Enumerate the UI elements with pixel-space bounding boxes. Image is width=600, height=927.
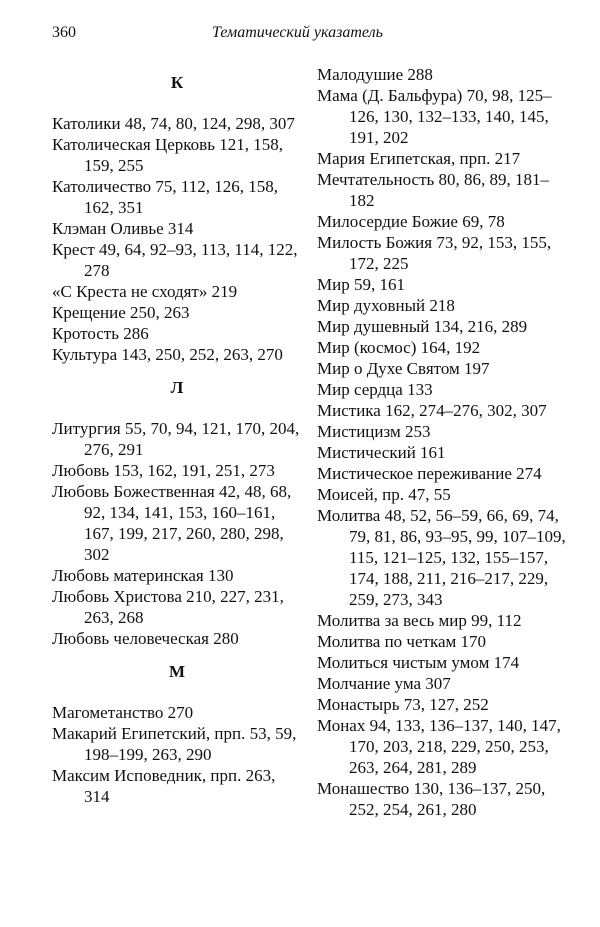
index-entry: Моисей, пр. 47, 55 [317, 485, 451, 504]
index-entry: Мама (Д. Бальфура) 70, 98, 125–126, 130, 132–133, 140, 145, 191, 202 [317, 86, 552, 147]
index-entry: Любовь 153, 162, 191, 251, 273 [52, 461, 275, 480]
index-entry: Мария Египетская, прп. 217 [317, 149, 521, 168]
index-entry: Магометанство 270 [52, 703, 194, 722]
index-entry: Монастырь 73, 127, 252 [317, 695, 489, 714]
section-letter-m: М [168, 662, 186, 681]
index-entry: Милосердие Божие 69, 78 [317, 212, 505, 231]
index-entry: Католики 48, 74, 80, 124, 298, 307 [52, 114, 295, 133]
index-entry: Литургия 55, 70, 94, 121, 170, 204, 276, 291 [52, 419, 300, 459]
index-entry: Молитва 48, 52, 56–59, 66, 69, 74, 79, 81, 86, 93–95, 99, 107–109, 115, 121–125, 132, 155–157, 174, 188, 211, 216–217, 229, 259, 273, 343 [317, 506, 566, 609]
index-entry: Монах 94, 133, 136–137, 140, 147, 170, 203, 218, 229, 250, 253, 263, 264, 281, 289 [317, 716, 561, 777]
index-entry: Малодушие 288 [317, 65, 433, 84]
index-entry: Католичество 75, 112, 126, 158, 162, 351 [52, 177, 279, 217]
index-entry: Мир о Духе Святом 197 [317, 359, 490, 378]
index-entry: Мечтательность 80, 86, 89, 181–182 [317, 170, 550, 210]
section-letter-l: Л [170, 378, 184, 397]
index-entry: Крещение 250, 263 [52, 303, 190, 322]
index-entry: Мистицизм 253 [317, 422, 431, 441]
index-entry: Максим Исповедник, прп. 263, 314 [52, 766, 276, 806]
section-letter-k: К [170, 73, 184, 92]
index-entry: Молитва за весь мир 99, 112 [317, 611, 522, 630]
page-number: 360 [52, 24, 76, 41]
index-entry: Молитва по четкам 170 [317, 632, 487, 651]
index-entry: Крест 49, 64, 92–93, 113, 114, 122, 278 [52, 240, 298, 280]
index-entry: Монашество 130, 136–137, 250, 252, 254, 261, 280 [317, 779, 546, 819]
index-entry: «С Креста не сходят» 219 [52, 282, 238, 301]
index-column-left [52, 64, 302, 807]
index-entry: Мир душевный 134, 216, 289 [317, 317, 528, 336]
index-entry: Милость Божия 73, 92, 153, 155, 172, 225 [317, 233, 552, 273]
index-entry: Культура 143, 250, 252, 263, 270 [52, 345, 283, 364]
index-entry: Любовь Христова 210, 227, 231, 263, 268 [52, 587, 284, 627]
index-entry: Мистический 161 [317, 443, 446, 462]
index-entry: Мир (космос) 164, 192 [317, 338, 481, 357]
index-entry: Клэман Оливье 314 [52, 219, 194, 238]
index-entry: Католическая Церковь 121, 158, 159, 255 [52, 135, 283, 175]
index-entry: Любовь Божественная 42, 48, 68, 92, 134, 141, 153, 160–161, 167, 199, 217, 260, 280, 298, 302 [52, 482, 292, 564]
index-entry: Мистическое переживание 274 [317, 464, 542, 483]
index-entry: Молиться чистым умом 174 [317, 653, 520, 672]
index-entry: Любовь материнская 130 [52, 566, 234, 585]
index-entry: Любовь человеческая 280 [52, 629, 239, 648]
running-title: Тематический указатель [212, 24, 383, 41]
index-entry: Молчание ума 307 [317, 674, 451, 693]
index-entry: Мир сердца 133 [317, 380, 433, 399]
index-entry: Кротость 286 [52, 324, 149, 343]
index-entry: Макарий Египетский, прп. 53, 59, 198–199, 263, 290 [52, 724, 297, 764]
index-entry: Мир 59, 161 [317, 275, 405, 294]
index-column-right [317, 64, 572, 820]
index-entry: Мир духовный 218 [317, 296, 455, 315]
index-entry: Мистика 162, 274–276, 302, 307 [317, 401, 547, 420]
page-header [52, 24, 560, 48]
